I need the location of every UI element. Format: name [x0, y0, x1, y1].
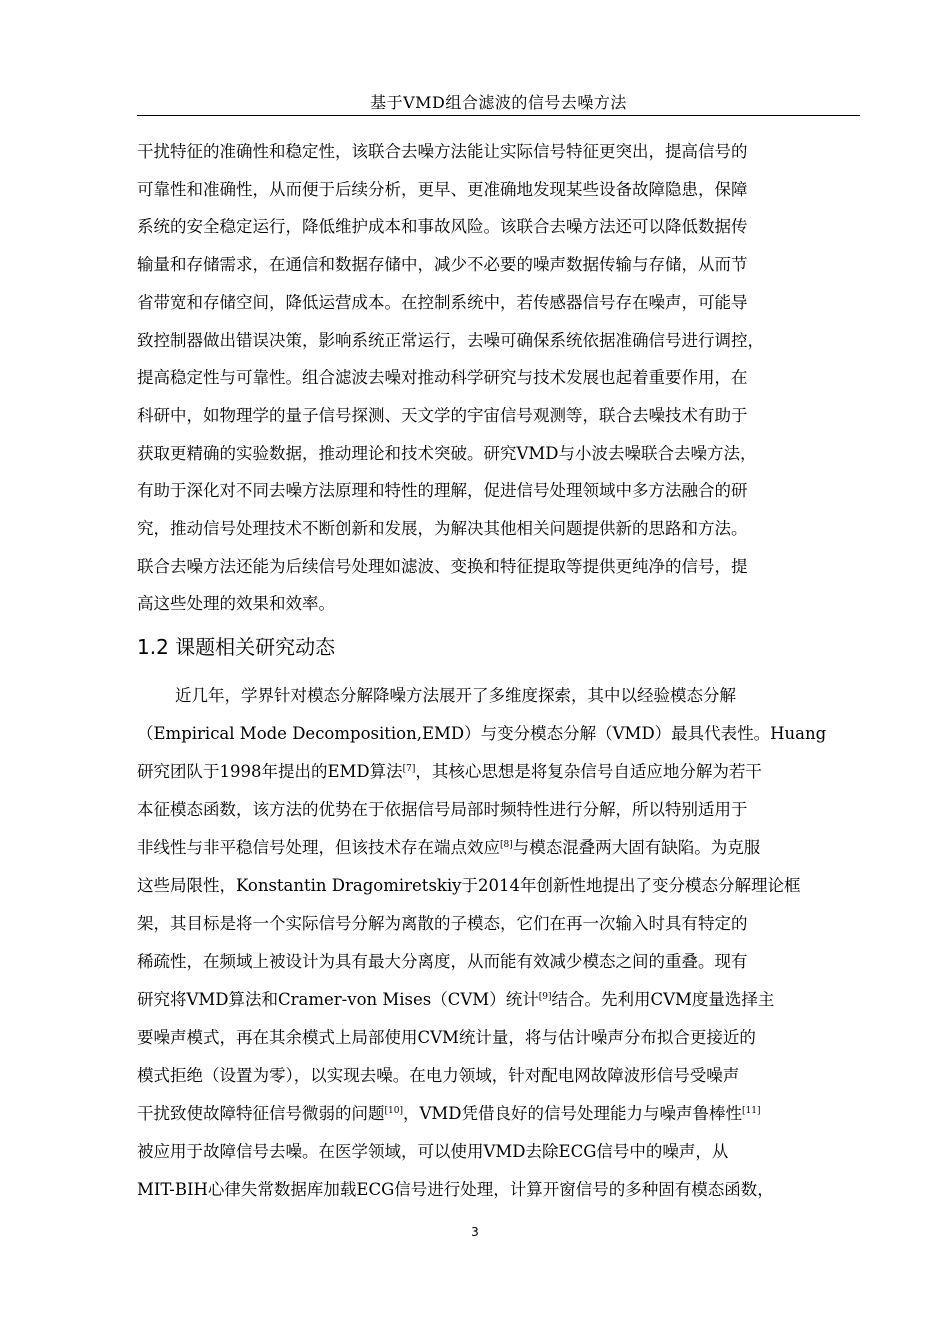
header-rule — [137, 115, 860, 116]
text-line: 省带宽和存储空间，降低运营成本。在控制系统中，若传感器信号存在噪声，可能导 — [137, 292, 748, 312]
citation: [9] — [538, 992, 552, 1002]
text-line: 究，推动信号处理技术不断创新和发展，为解决其他相关问题提供新的思路和方法。 — [137, 519, 748, 538]
citation: [7] — [402, 764, 416, 774]
text-line: 非线性与非平稳信号处理，但该技术存在端点效应[8]与模态混叠两大固有缺陷。为克服 — [137, 838, 761, 857]
text-line: 输量和存储需求，在通信和数据存储中，减少不必要的噪声数据传输与存储，从而节 — [137, 255, 748, 275]
text-line: 近几年，学界针对模态分解降噪方法展开了多维度探索，其中以经验模态分解 — [175, 686, 736, 705]
page-number: 3 — [471, 1225, 479, 1239]
text-line: 获取更精确的实验数据，推动理论和技术突破。研究VMD与小波去噪联合去噪方法， — [137, 443, 757, 463]
text-line: （Empirical Mode Decomposition,EMD）与变分模态分解（VMD）最具代表性。Huang — [137, 724, 827, 743]
page-header: 基于VMD组合滤波的信号去噪方法 — [370, 93, 627, 112]
text-line: 研究将VMD算法和Cramer-von Mises（CVM）统计[9]结合。先利用CVM度量选择主 — [137, 990, 775, 1009]
citation: [8] — [500, 840, 513, 850]
text-line: 稀疏性，在频域上被设计为具有最大分离度，从而能有效减少模态之间的重叠。现有 — [137, 952, 748, 971]
text-line: 被应用于故障信号去噪。在医学领域，可以使用VMD去除ECG信号中的噪声，从 — [137, 1142, 729, 1161]
text-line: 干扰致使故障特征信号微弱的问题[10]，VMD凭借良好的信号处理能力与噪声鲁棒性[11] — [137, 1104, 761, 1123]
text-line: MIT-BIH心律失常数据库加载ECG信号进行处理，计算开窗信号的多种固有模态函数， — [137, 1180, 774, 1199]
text-line: 提高稳定性与可靠性。组合滤波去噪对推动科学研究与技术发展也起着重要作用，在 — [137, 368, 748, 388]
text-line: 本征模态函数，该方法的优势在于依据信号局部时频特性进行分解，所以特别适用于 — [137, 800, 748, 819]
text-line: 架，其目标是将一个实际信号分解为离散的子模态，它们在再一次输入时具有特定的 — [137, 914, 748, 933]
text-line: 这些局限性，Konstantin Dragomiretskiy于2014年创新性地提出了变分模态分解理论框 — [137, 876, 801, 895]
text-line: 干扰特征的准确性和稳定性，该联合去噪方法能让实际信号特征更突出，提高信号的 — [137, 142, 748, 161]
text-line: 联合去噪方法还能为后续信号处理如滤波、变换和特征提取等提供更纯净的信号，提 — [137, 556, 748, 576]
text-line: 科研中，如物理学的量子信号探测、天文学的宇宙信号观测等，联合去噪技术有助于 — [137, 405, 748, 425]
section-heading: 1.2 课题相关研究动态 — [137, 635, 336, 659]
citation: [11] — [742, 1106, 761, 1116]
text-line: 要噪声模式，再在其余模式上局部使用CVM统计量，将与估计噪声分布拟合更接近的 — [137, 1028, 756, 1047]
text-line: 致控制器做出错误决策，影响系统正常运行，去噪可确保系统依据准确信号进行调控， — [137, 330, 764, 350]
text-line: 研究团队于1998年提出的EMD算法[7]，其核心思想是将复杂信号自适应地分解为若干 — [137, 762, 762, 781]
citation: [10] — [384, 1106, 403, 1116]
text-line: 模式拒绝（设置为零），以实现去噪。在电力领域，针对配电网故障波形信号受噪声 — [137, 1066, 740, 1085]
text-line: 有助于深化对不同去噪方法原理和特性的理解，促进信号处理领域中多方法融合的研 — [137, 481, 748, 501]
text-line: 可靠性和准确性，从而便于后续分析，更早、更准确地发现某些设备故障隐患，保障 — [137, 179, 748, 199]
text-line: 高这些处理的效果和效率。 — [137, 594, 335, 614]
text-line: 系统的安全稳定运行，降低维护成本和事故风险。该联合去噪方法还可以降低数据传 — [137, 217, 748, 237]
